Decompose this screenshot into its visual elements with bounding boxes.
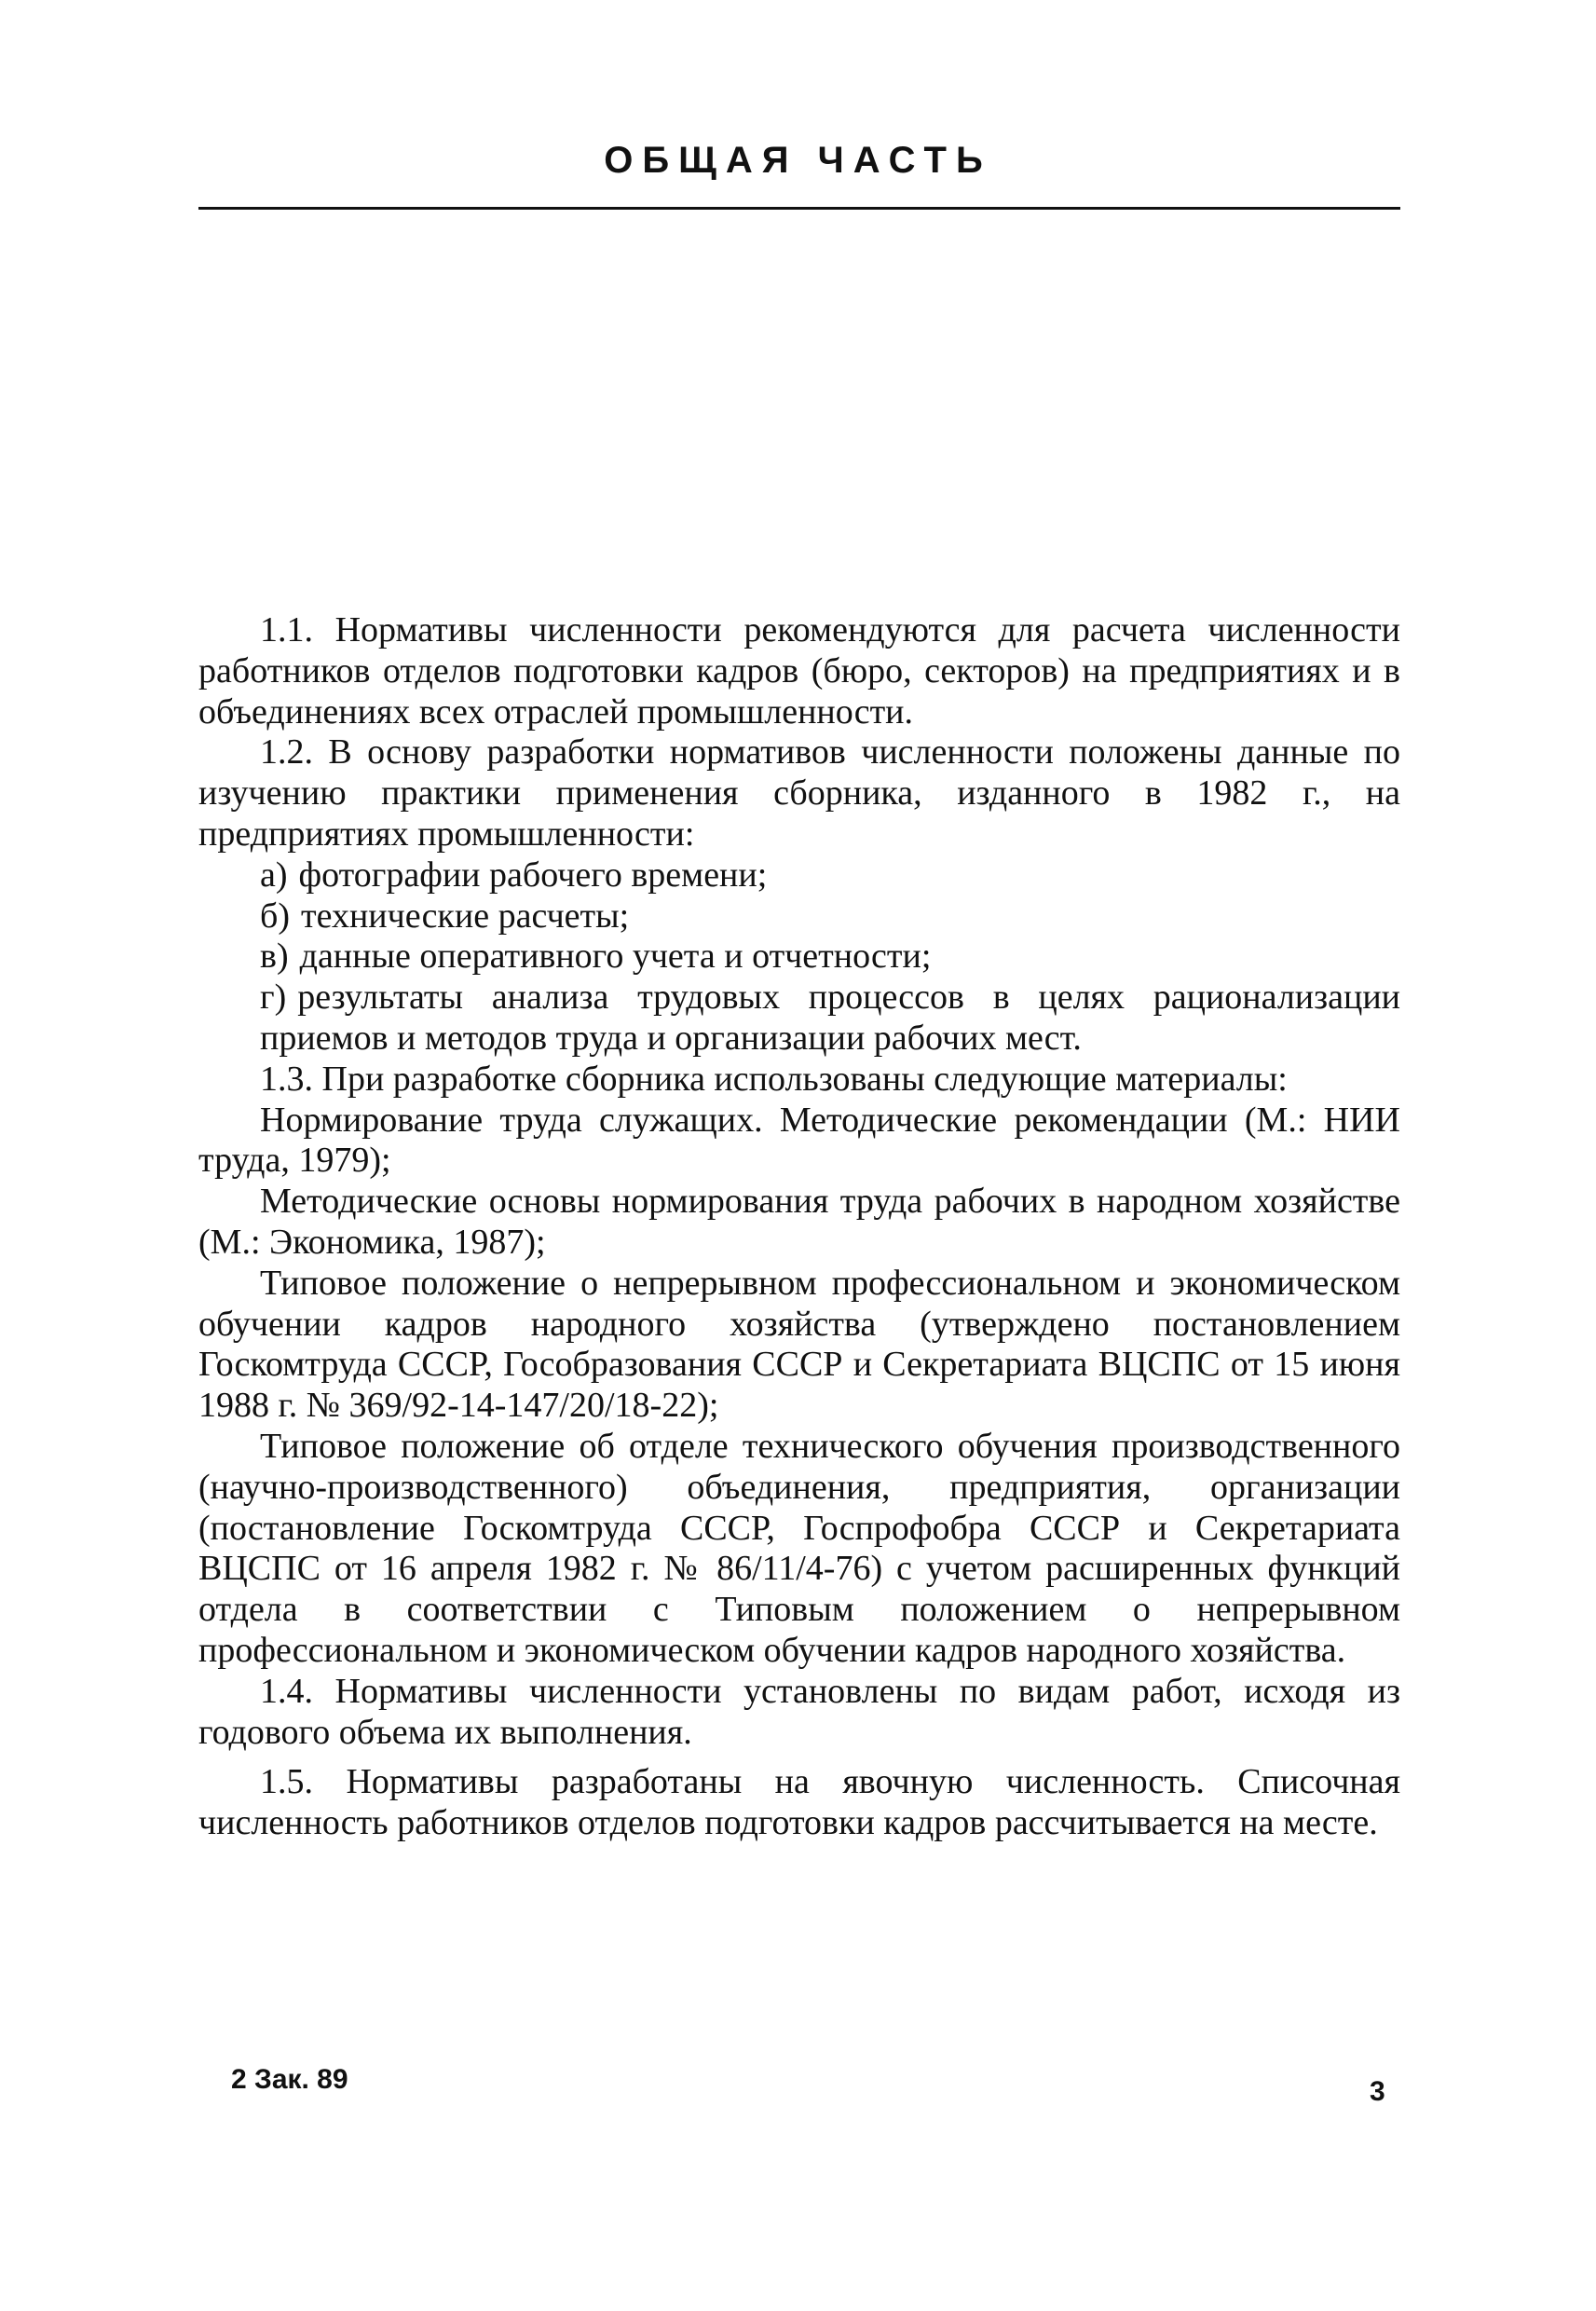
paragraph-1-4: 1.4. Нормативы численности установлены по видам работ, исходя из годового объема их выполнения.: [198, 1671, 1400, 1752]
reference-item: Нормирование труда служащих. Методические рекомендации (М.: НИИ труда, 1979);: [198, 1100, 1400, 1181]
paragraph-1-5: 1.5. Нормативы разработаны на явочную численность. Списочная численность работников отделов подготовки кадров рассчитывается на месте.: [198, 1762, 1400, 1843]
list-item-text: технические расчеты;: [301, 896, 630, 936]
list-item: [198, 896, 1400, 937]
list-item: [198, 937, 1400, 978]
list-marker: в): [260, 937, 289, 977]
page-number: 3: [1370, 2076, 1385, 2107]
list-marker: а): [260, 855, 288, 895]
paragraph-1-1: 1.1. Нормативы численности рекомендуются для расчета численности работников отделов подготовки кадров (бюро, секторов) на предприятиях и в объединениях всех отраслей промышленности.: [198, 610, 1400, 732]
list-item: [198, 978, 1400, 1060]
list-item: [198, 855, 1400, 896]
reference-item: Типовое положение о непрерывном профессиональном и экономическом обучении кадров народного хозяйства (утверждено постановлением Госкомтруда СССР, Гособразования СССР и Секретариата ВЦСПС от 15 июня 1988 г. № 369/92-14-147/20/18-22);: [198, 1263, 1400, 1426]
reference-item: Методические основы нормирования труда рабочих в народном хозяйстве (М.: Экономика, 1987);: [198, 1182, 1400, 1262]
list-item-text: результаты анализа трудовых процессов в целях рационализации приемов и методов труда и организации рабочих мест.: [260, 978, 1400, 1058]
paragraph-1-3: 1.3. При разработке сборника использованы следующие материалы:: [260, 1059, 1288, 1099]
page-title: ОБЩАЯ ЧАСТЬ: [604, 140, 992, 181]
reference-item: Типовое положение об отделе технического обучения производственного (научно-производственного) объединения, предприятия, организации (постановление Госкомтруда СССР, Госпрофобра СССР и Секретариата ВЦСПС от 16 апреля 1982 г. № 86/11/4-76) с учетом расширенных функций отдела в соответствии с Типовым положением о непрерывном профессиональном и экономическом обучении кадров народного хозяйства.: [198, 1426, 1400, 1670]
list-marker: г): [260, 978, 287, 1018]
body-text: [198, 610, 1400, 1844]
list-marker: б): [260, 896, 290, 936]
list-item-text: фотографии рабочего времени;: [298, 855, 768, 895]
title-divider: [198, 207, 1400, 210]
paragraph-1-2: 1.2. В основу разработки нормативов численности положены данные по изучению практики применения сборника, изданного в 1982 г., на предприятиях промышленности:: [198, 732, 1400, 854]
printing-order-mark: 2 Зак. 89: [231, 2064, 348, 2095]
list-item-text: данные оперативного учета и отчетности;: [299, 937, 932, 977]
